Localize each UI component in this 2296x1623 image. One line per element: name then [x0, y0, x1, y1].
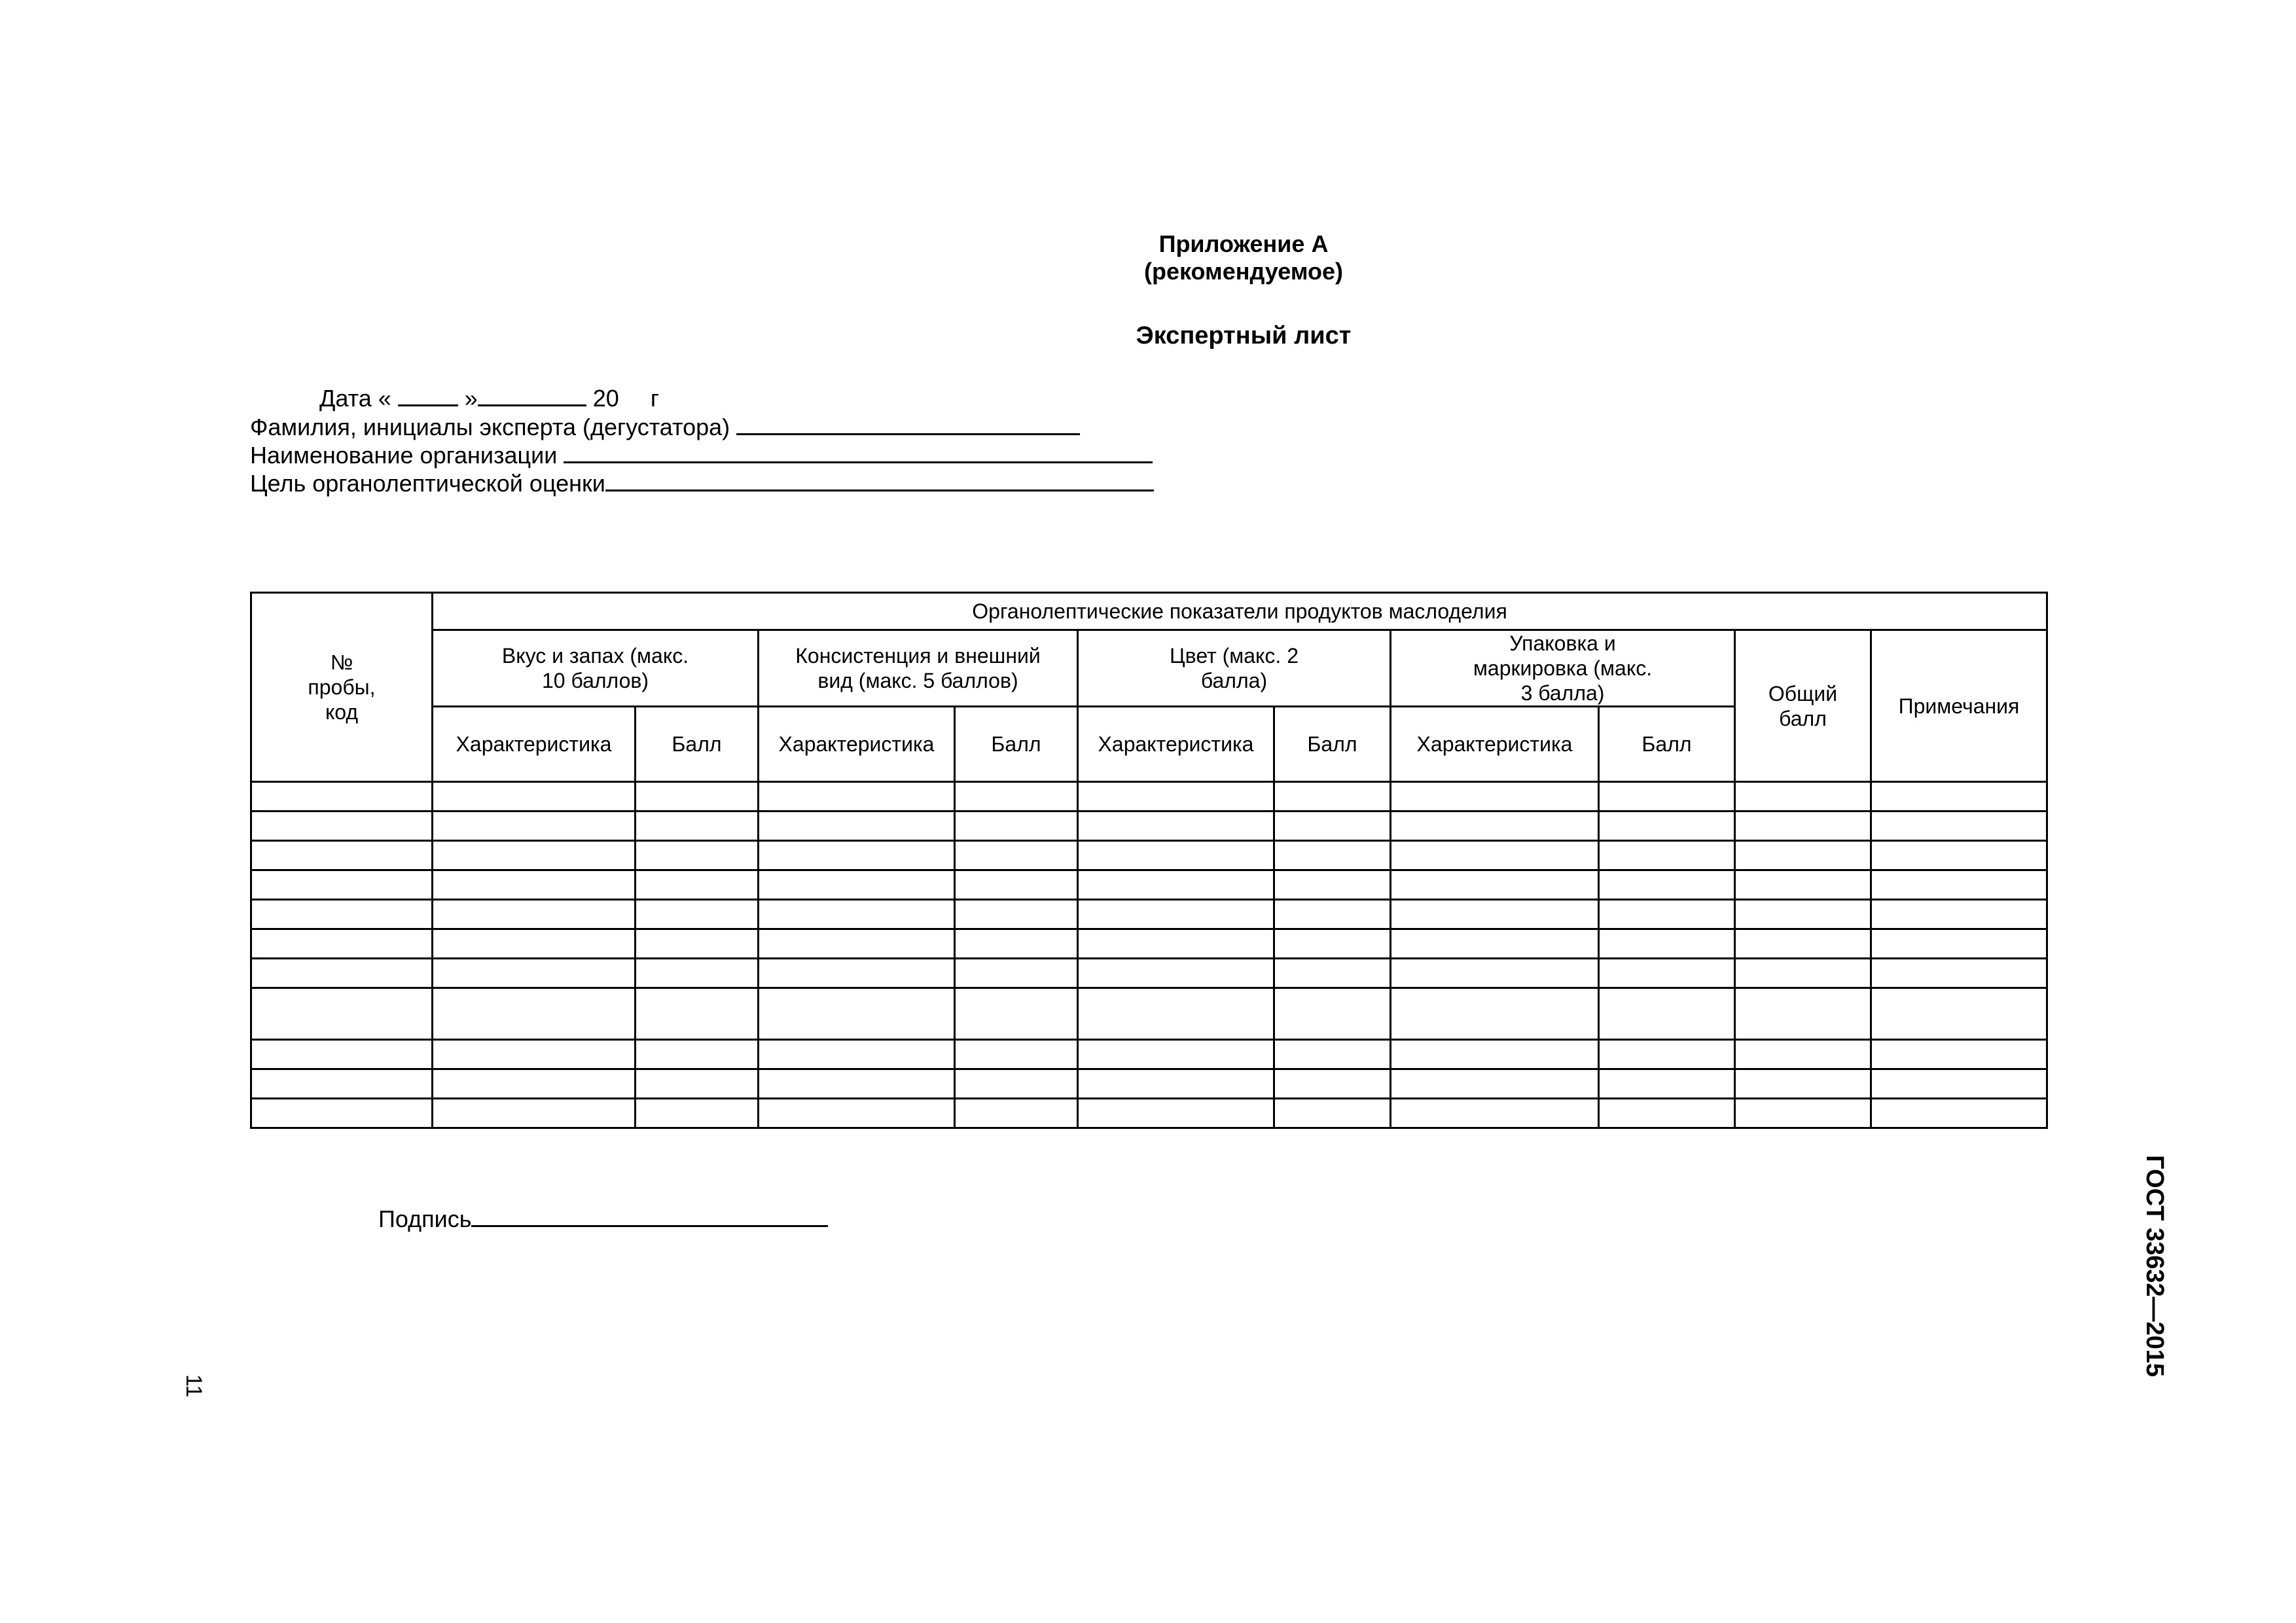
table-row: [251, 812, 2047, 841]
table-cell[interactable]: [251, 929, 433, 959]
table-cell[interactable]: [759, 782, 955, 812]
table-cell[interactable]: [1735, 870, 1871, 900]
table-row: [251, 900, 2047, 929]
table-cell[interactable]: [955, 988, 1078, 1040]
date-field: [319, 383, 659, 413]
table-cell[interactable]: [251, 841, 433, 870]
table-cell[interactable]: [955, 929, 1078, 959]
category-taste-smell: Вкус и запах (макс. 10 баллов): [433, 630, 759, 707]
table-cell[interactable]: [251, 1069, 433, 1099]
table-cell[interactable]: [1391, 812, 1599, 841]
table-cell[interactable]: [1274, 1099, 1391, 1128]
table-cell[interactable]: [1599, 900, 1735, 929]
table-cell[interactable]: [759, 959, 955, 988]
table-cell[interactable]: [1274, 900, 1391, 929]
table-cell[interactable]: [251, 870, 433, 900]
table-cell[interactable]: [636, 929, 759, 959]
table-cell[interactable]: [955, 841, 1078, 870]
table-cell[interactable]: [1735, 959, 1871, 988]
table-cell[interactable]: [1078, 1069, 1274, 1099]
date-day-blank[interactable]: [398, 383, 458, 406]
expert-field: [250, 412, 1080, 442]
table-cell[interactable]: [1391, 1040, 1599, 1069]
table-cell[interactable]: [636, 1040, 759, 1069]
table-cell[interactable]: [1078, 870, 1274, 900]
table-cell[interactable]: [251, 900, 433, 929]
color-score-header: Балл: [1274, 707, 1391, 782]
table-cell[interactable]: [1871, 900, 2047, 929]
table-cell[interactable]: [759, 1099, 955, 1128]
table-cell[interactable]: [1871, 1040, 2047, 1069]
table-cell[interactable]: [759, 900, 955, 929]
table-cell[interactable]: [636, 988, 759, 1040]
table-cell[interactable]: [1391, 870, 1599, 900]
table-cell[interactable]: [1735, 1069, 1871, 1099]
expert-label: Фамилия, инициалы эксперта (дегустатора): [250, 414, 737, 440]
table-cell[interactable]: [1391, 959, 1599, 988]
table-cell[interactable]: [636, 959, 759, 988]
table-cell[interactable]: [636, 870, 759, 900]
table-cell[interactable]: [1391, 929, 1599, 959]
table-cell[interactable]: [1599, 1040, 1735, 1069]
table-row: [251, 1099, 2047, 1128]
table-row: [251, 870, 2047, 900]
date-prefix: Дата «: [319, 385, 398, 412]
sheet-title: Экспертный лист: [1136, 322, 1352, 349]
table-cell[interactable]: [1391, 988, 1599, 1040]
purpose-blank[interactable]: [605, 469, 1154, 491]
category-packaging-labeling: Упаковка и маркировка (макс. 3 балла): [1391, 630, 1735, 707]
signature-field: [378, 1204, 828, 1234]
table-cell[interactable]: [433, 870, 636, 900]
table-cell[interactable]: [1078, 900, 1274, 929]
table-cell[interactable]: [1599, 782, 1735, 812]
table-cell[interactable]: [1871, 959, 2047, 988]
table-cell[interactable]: [636, 900, 759, 929]
table-cell[interactable]: [759, 870, 955, 900]
table-cell[interactable]: [759, 1069, 955, 1099]
table-cell[interactable]: [955, 900, 1078, 929]
table-cell[interactable]: [1274, 959, 1391, 988]
table-row: [251, 782, 2047, 812]
table-cell[interactable]: [759, 1040, 955, 1069]
table-cell[interactable]: [1599, 1069, 1735, 1099]
table-cell[interactable]: [1078, 841, 1274, 870]
table-cell[interactable]: [1735, 782, 1871, 812]
table-cell[interactable]: [1735, 1040, 1871, 1069]
table-cell[interactable]: [1735, 1099, 1871, 1128]
table-cell[interactable]: [955, 812, 1078, 841]
table-cell[interactable]: [1078, 988, 1274, 1040]
taste-characteristic-header: Характеристика: [433, 707, 636, 782]
table-cell[interactable]: [1871, 929, 2047, 959]
table-cell[interactable]: [1274, 782, 1391, 812]
packaging-characteristic-header: Характеристика: [1391, 707, 1599, 782]
table-cell[interactable]: [433, 900, 636, 929]
date-suffix: г: [650, 385, 659, 412]
table-cell[interactable]: [636, 1099, 759, 1128]
table-cell[interactable]: [955, 782, 1078, 812]
page-number: 11: [181, 1374, 206, 1398]
table-cell[interactable]: [759, 988, 955, 1040]
table-cell[interactable]: [1078, 1099, 1274, 1128]
group-header: Органолептические показатели продуктов маслоделия: [433, 593, 2047, 630]
color-characteristic-header: Характеристика: [1078, 707, 1274, 782]
purpose-field: [250, 469, 1154, 498]
date-month-blank[interactable]: [478, 383, 586, 406]
table-cell[interactable]: [1078, 812, 1274, 841]
packaging-score-header: Балл: [1599, 707, 1735, 782]
signature-label: Подпись: [378, 1205, 472, 1232]
table-cell[interactable]: [433, 812, 636, 841]
table-cell[interactable]: [955, 1040, 1078, 1069]
table-cell[interactable]: [1078, 959, 1274, 988]
table-cell[interactable]: [1274, 1040, 1391, 1069]
table-row: [251, 1040, 2047, 1069]
table-cell[interactable]: [955, 959, 1078, 988]
table-cell[interactable]: [636, 782, 759, 812]
table-cell[interactable]: [433, 1099, 636, 1128]
table-cell[interactable]: [1599, 870, 1735, 900]
annex-title: Приложение А: [1158, 230, 1329, 257]
table-cell[interactable]: [1274, 870, 1391, 900]
table-cell[interactable]: [251, 1099, 433, 1128]
table-cell[interactable]: [1391, 841, 1599, 870]
table-cell[interactable]: [759, 812, 955, 841]
document-code: ГОСТ 33632—2015: [2141, 1155, 2168, 1378]
table-cell[interactable]: [1871, 841, 2047, 870]
table-cell[interactable]: [433, 782, 636, 812]
table-cell[interactable]: [759, 929, 955, 959]
category-consistency-appearance: Консистенция и внешний вид (макс. 5 баллов): [759, 630, 1078, 707]
table-cell[interactable]: [1599, 988, 1735, 1040]
date-year-prefix: 20: [586, 385, 626, 412]
table-row: [251, 988, 2047, 1040]
table-cell[interactable]: [433, 841, 636, 870]
date-mid: »: [457, 385, 478, 412]
category-color: Цвет (макс. 2 балла): [1078, 630, 1391, 707]
table-cell[interactable]: [251, 1040, 433, 1069]
table-cell[interactable]: [251, 988, 433, 1040]
consistency-score-header: Балл: [955, 707, 1078, 782]
table-cell[interactable]: [1871, 782, 2047, 812]
table-cell[interactable]: [955, 1099, 1078, 1128]
table-cell[interactable]: [433, 1040, 636, 1069]
table-cell[interactable]: [1599, 959, 1735, 988]
table-cell[interactable]: [1274, 841, 1391, 870]
table-cell[interactable]: [759, 841, 955, 870]
taste-score-header: Балл: [636, 707, 759, 782]
table-cell[interactable]: [955, 870, 1078, 900]
table-cell[interactable]: [1391, 900, 1599, 929]
table-row: [251, 959, 2047, 988]
table-cell[interactable]: [433, 929, 636, 959]
table-cell[interactable]: [1871, 988, 2047, 1040]
table-cell[interactable]: [1078, 782, 1274, 812]
expert-blank[interactable]: [736, 412, 1080, 435]
date-year-blank[interactable]: [626, 383, 651, 406]
organization-blank[interactable]: [564, 440, 1153, 463]
table-cell[interactable]: [1735, 929, 1871, 959]
table-cell[interactable]: [251, 782, 433, 812]
table-cell[interactable]: [433, 959, 636, 988]
table-cell[interactable]: [636, 1069, 759, 1099]
sample-header: № пробы, код: [251, 593, 433, 782]
table-row: [251, 1069, 2047, 1099]
table-cell[interactable]: [1599, 812, 1735, 841]
table-cell[interactable]: [1078, 929, 1274, 959]
table-cell[interactable]: [955, 1069, 1078, 1099]
table-cell[interactable]: [1735, 988, 1871, 1040]
annex-subtitle: (рекомендуемое): [1144, 258, 1343, 285]
notes-header: Примечания: [1871, 630, 2047, 782]
purpose-label: Цель органолептической оценки: [250, 470, 605, 497]
signature-blank[interactable]: [471, 1204, 828, 1227]
table-cell[interactable]: [1735, 812, 1871, 841]
table-cell[interactable]: [1078, 1040, 1274, 1069]
organization-field: [250, 440, 1153, 470]
table-cell[interactable]: [1599, 1099, 1735, 1128]
table-cell[interactable]: [636, 812, 759, 841]
table-cell[interactable]: [1871, 1099, 2047, 1128]
table-cell[interactable]: [1735, 841, 1871, 870]
consistency-characteristic-header: Характеристика: [759, 707, 955, 782]
table-cell[interactable]: [433, 1069, 636, 1099]
table-cell[interactable]: [1274, 812, 1391, 841]
table-cell[interactable]: [1274, 1069, 1391, 1099]
table-row: [251, 929, 2047, 959]
table-cell[interactable]: [1274, 929, 1391, 959]
table-cell[interactable]: [1274, 988, 1391, 1040]
table-cell[interactable]: [1735, 900, 1871, 929]
table-row: [251, 841, 2047, 870]
organization-label: Наименование организации: [250, 442, 564, 469]
expert-sheet-table: [250, 592, 2048, 1129]
table-cell[interactable]: [433, 988, 636, 1040]
table-cell[interactable]: [1391, 1099, 1599, 1128]
table-cell[interactable]: [1599, 929, 1735, 959]
table-cell[interactable]: [251, 812, 433, 841]
table-cell[interactable]: [1871, 812, 2047, 841]
table-cell[interactable]: [1871, 1069, 2047, 1099]
table-cell[interactable]: [1391, 782, 1599, 812]
table-cell[interactable]: [636, 841, 759, 870]
table-cell[interactable]: [1599, 841, 1735, 870]
total-score-header: Общий балл: [1735, 630, 1871, 782]
table-cell[interactable]: [1391, 1069, 1599, 1099]
table-cell[interactable]: [1871, 870, 2047, 900]
table-cell[interactable]: [251, 959, 433, 988]
